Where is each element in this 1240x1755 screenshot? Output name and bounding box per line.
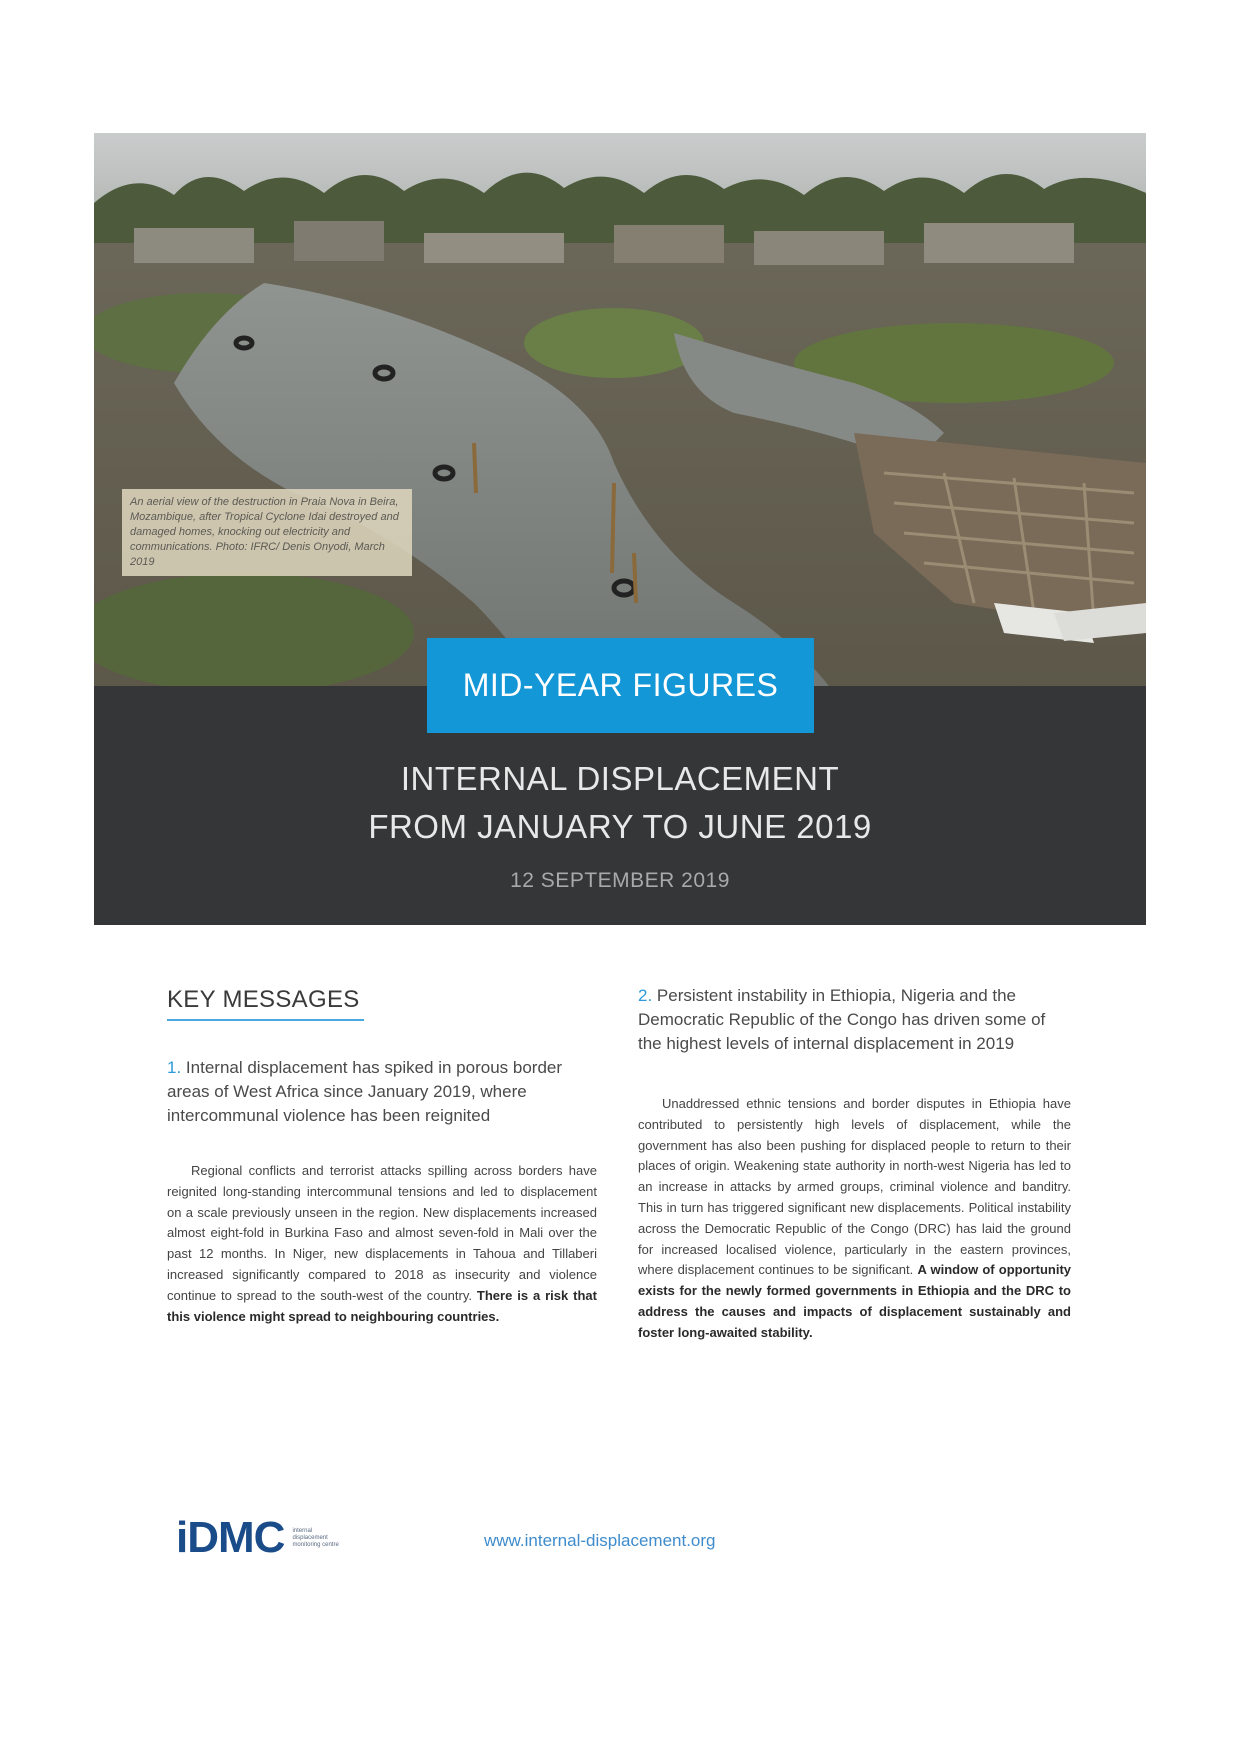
website-link[interactable]: www.internal-displacement.org — [484, 1531, 716, 1550]
idmc-logo — [176, 1513, 348, 1562]
message-1-number: 1. — [167, 1058, 182, 1077]
cover-photo — [94, 133, 1146, 723]
publication-date: 12 SEPTEMBER 2019 — [510, 869, 730, 892]
cover-hero — [94, 133, 1146, 925]
message-1-body-text: Regional conflicts and terrorist attacks spilling across borders have reignited long-standing intercommunal tensions and led to displacement on a scale previously unseen in the region. New displacements increased almost eight-fold in Burkina Faso and almost seven-fold in Mali over the past 12 months. In Niger, new displacements in Tahoua and Tillaberi increased significantly compared to 2018 as insecurity and violence continue to spread to the south-west of the country. — [167, 1163, 597, 1303]
idmc-logo-tagline: internal displacement monitoring centre — [292, 1527, 339, 1548]
cyclone-aerial-photo — [94, 133, 1146, 723]
message-2-headline-text: Persistent instability in Ethiopia, Nigeria and the Democratic Republic of the Congo has driven some of the highest levels of internal displacement in 2019 — [638, 986, 1046, 1053]
mid-year-badge: MID-YEAR FIGURES — [427, 638, 814, 733]
message-1-headline — [167, 1056, 567, 1128]
message-2-body-text: Unaddressed ethnic tensions and border disputes in Ethiopia have contributed to persistently high levels of displacement, while the government has also been pushing for displaced people to return to their places of origin. Weakening state authority in north-west Nigeria has led to an increase in attacks by armed groups, criminal violence and banditry. This in turn has triggered significant new displacements. Political instability across the Democratic Republic of the Congo (DRC) has laid the ground for increased localised violence, particularly in the eastern provinces, where displacement continues to be significant. — [638, 1096, 1071, 1278]
report-title-line-2: FROM JANUARY TO JUNE 2019 — [368, 808, 872, 845]
heading-underline — [167, 1019, 364, 1021]
message-1-emphasis: There is a risk that this violence might spread to neighbouring countries. — [167, 1287, 597, 1324]
message-1-body — [167, 1161, 597, 1327]
message-2-emphasis: A window of opportunity exists for the newly formed governments in Ethiopia and the DRC to address the causes and impacts of displacement sustainably and foster long-awaited stability. — [638, 1262, 1071, 1340]
message-2-number: 2. — [638, 986, 653, 1005]
report-title-line-1: INTERNAL DISPLACEMENT — [400, 760, 840, 797]
message-2-body — [638, 1094, 1071, 1344]
message-2-headline — [638, 984, 1058, 1056]
message-1-headline-text: Internal displacement has spiked in porous border areas of West Africa since January 2019, where intercommunal violence has been reignited — [167, 1058, 563, 1125]
idmc-logo-text: iDMC — [176, 1513, 285, 1562]
photo-caption: An aerial view of the destruction in Praia Nova in Beira, Mozambique, after Tropical Cyclone Idai destroyed and damaged homes, knocking out electricity and communications. Photo: IFRC/ Denis Onyodi, March 2019 — [122, 489, 412, 576]
key-messages-heading: KEY MESSAGES — [167, 986, 360, 1013]
report-title — [94, 755, 1146, 851]
